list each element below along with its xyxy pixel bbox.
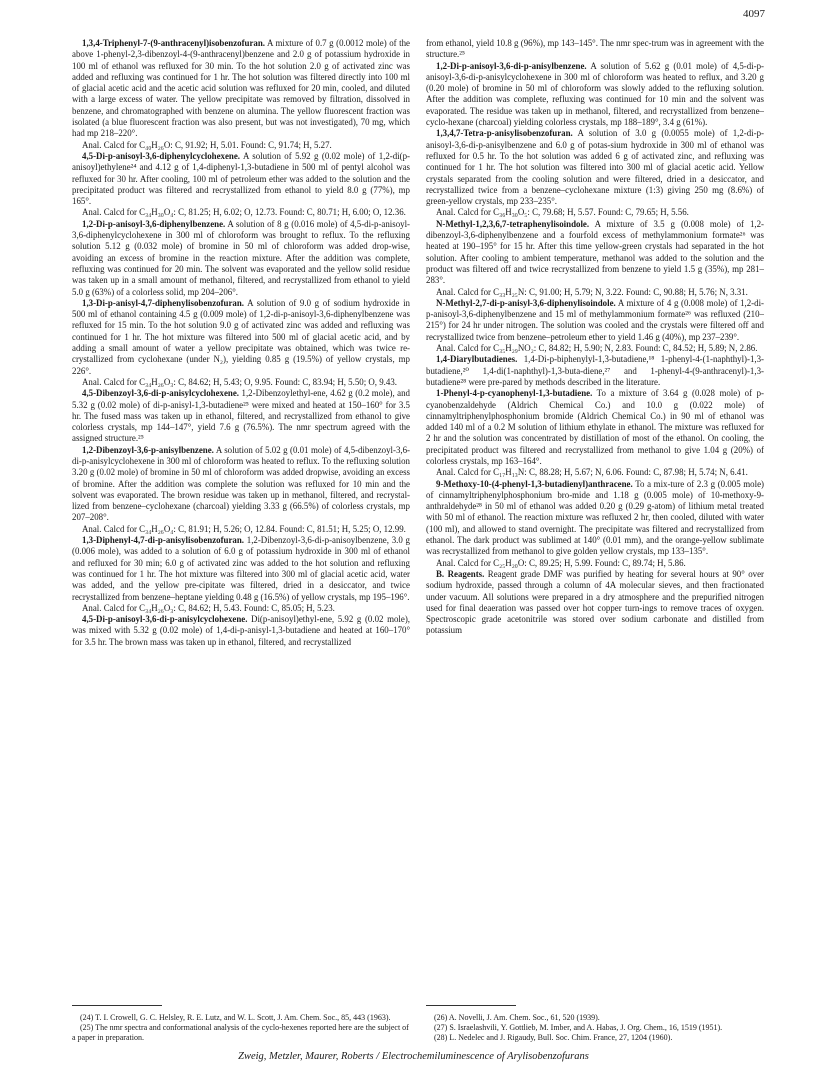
paragraph-heading: N-Methyl-1,2,3,6,7-tetraphenylisoindole. — [436, 218, 590, 229]
paragraph — [426, 343, 764, 354]
paragraph — [72, 445, 410, 524]
paragraph-heading: 1,4-Diarylbutadienes. — [436, 354, 518, 365]
paragraph-text: 1,2-Dibenzoylethyl-ene, 4.62 g (0.2 mole), and 5.32 g (0.02 mole) of di-p-anisyl-1,3-butadiene²⁵ were mixed and heated at 150–160° for 3.5 hr. The fused mass was taken up in ethanol, filtered, and recrystallized from ethanol to give colorless crystals, mp 144–147°, yield 7.6 g (76.5%). The nmr spectrum agreed with the assigned structure.²⁵ — [72, 388, 410, 444]
paragraph — [426, 38, 764, 61]
paragraph — [426, 558, 764, 569]
paragraph-text: A solution of 3.0 g (0.0055 mole) of 1,2-di-p-anisoyl-3,6-di-p-anisylbenzene and 6.0 g of potas-sium hydroxide in 300 ml of ethanol was refluxed for 0.5 hr. To the hot solution was added 6 g of activated zinc, and refluxing was continued for 1 hr. The hot solution was filtered into 300 ml of glacial acetic acid. Yellow crystals separated from the cooling solution and were filtered, dried in a desiccator, and recrystallized twice from a benzene–cyclohexane mixture (1:3) giving 250 mg (8.6%) of green-yellow crystals, mp 233–235°. — [426, 128, 764, 207]
paragraph-text: from ethanol, yield 10.8 g (96%), mp 143–145°. The nmr spec-trum was in agreement with the structure.²⁵ — [426, 38, 764, 60]
paragraph-text: 1,4-Di-p-biphenylyl-1,3-butadiene,¹⁸ 1-phenyl-4-(1-naphthyl)-1,3-butadiene,²⁰ 1,4-di(1-naphthyl)-1,3-buta-diene,²⁷ and 1-phenyl-4-(9-anthracenyl)-1,3-butadiene²⁸ were pre-pared by methods described in the literature. — [426, 354, 764, 387]
paragraph-text: Anal. Calcd for C₄₀H₂₆O: C, 91.92; H, 5.01. Found: C, 91.74; H, 5.27. — [82, 139, 332, 150]
paragraph — [426, 479, 764, 558]
paragraph — [426, 569, 764, 637]
paragraph-text: Anal. Calcd for C₂₅H₂₀O: C, 89.25; H, 5.99. Found: C, 89.74; H, 5.86. — [436, 557, 686, 568]
paragraph — [426, 388, 764, 467]
footnote: (24) T. I. Crowell, G. C. Helsley, R. E. Lutz, and W. L. Scott, J. Am. Chem. Soc., 85, 443 (1963). — [80, 1013, 391, 1022]
footnote: (27) S. Israelashvili, Y. Gottlieb, M. Imber, and A. Habas, J. Org. Chem., 16, 1519 (1951). — [434, 1023, 723, 1032]
paragraph — [426, 354, 764, 388]
paragraph-text: Anal. Calcd for C₁₇H₁₃N: C, 88.28; H, 5.67; N, 6.06. Found: C, 87.98; H, 5.74; N, 6.41. — [436, 467, 748, 478]
paragraph-heading: N-Methyl-2,7-di-p-anisyl-3,6-diphenylisoindole. — [436, 297, 616, 308]
paragraph — [426, 61, 764, 129]
paragraph-text: A mixture of 0.7 g (0.0012 mole) of the above 1-phenyl-2,3-dibenzoyl-4-(9-anthracenyl)benzene and 2.0 g of potassium hydroxide in 100 ml of ethanol was refluxed for 30 min. To the hot solution 2.0 g of activated zinc was added and refluxing was continued for 1 hr. The hot solution was filtered directly into 100 ml of glacial acetic acid and the acetic acid solution was refluxed for 20 min, cooled, and diluted with a large excess of water. The yellow precipitate was removed by filtration, dissolved in benzene, and chromatographed with benzene on alumina. The yellow fluorescent fraction was isolated (a blue fluorescent fraction was also present, but was not investigated), 70 mg, which had mp 218–220°. — [72, 38, 410, 139]
paragraph — [426, 287, 764, 298]
paragraph-text: A solution of 8 g (0.016 mole) of 4,5-di-p-anisoyl-3,6-diphenylcyclohexene in 300 ml of chloroform was brought to reflux. To the refluxing solution 5.12 g (0.032 mole) of bromine in 50 ml of chloroform was added drop-wise, avoiding an excess of bromine in the reaction mixture. After the addition was complete, refluxing was continued for 20 min. The solvent was evaporated and the yellow solid residue was taken up in a small amount of methanol, filtered, and recrystallized from ethanol to yield 5.0 g (63%) of a colorless solid, mp 204–206°. — [72, 218, 410, 297]
paragraph-text: A mixture of 3.5 g (0.008 mole) of 1,2-dibenzoyl-3,6-diphenylbenzene and a fourfold excess of methylammonium formate²⁶ was heated at 190–195° for 15 hr. After this time yellow-green crystals had separated in the hot solution. After cooling to ambient temperature, methanol was added to the solution and the product was filtered off and twice recrystallized from benzene to yield 1.5 g (35%), mp 281–283°. — [426, 218, 764, 286]
paragraph — [426, 219, 764, 287]
paragraph-text: Reagent grade DMF was purified by heating for several hours at 90° over sodium hydroxide, passed through a column of 4A molecular sieves, and then fractionated under vacuum. All solutions were prepared in a dry atmosphere and the prepurified nitrogen used for final deaeration was passed over hot copper turn-ings to remove traces of oxygen. Spectroscopic grade acetonitrile was stored over sodium carbonate and distilled from potassium — [426, 568, 764, 636]
paragraph-text: A mixture of 4 g (0.008 mole) of 1,2-di-p-anisoyl-3,6-diphenylbenzene and 15 ml of methylammonium formate²⁶ was refluxed (210–215°) for 24 hr under nitrogen. The solution was cooled and the crystals were filtered off and recrystallized twice from benzene–petroleum ether to yield 1.46 g (40%), mp 237–239°. — [426, 297, 764, 342]
paragraph-heading: B. Reagents. — [436, 568, 485, 579]
paragraph — [426, 467, 764, 478]
paragraph-text: A solution of 5.62 g (0.01 mole) of 4,5-di-p-anisoyl-3,6-di-p-anisylcyclohexene in 300 ml of chloroform was heated to reflux, and 3.20 g (0.20 mole) of bromine in 50 ml of chloroform was slowly added to the refluxing solution. After the addition was complete, refluxing was continued for 10 min and the solvent was evaporated. The residue was taken up in methanol, filtered, and recrystallized from benzene–cyclo-hexane (charcoal) yielding colorless crystals, mp 188–189°, 3.4 g (61%). — [426, 60, 764, 128]
paragraph-heading: 1,3,4,7-Tetra-p-anisylisobenzofuran. — [436, 128, 573, 139]
footnote-rule-left — [72, 1005, 162, 1006]
paragraph — [72, 614, 410, 648]
paragraph — [72, 151, 410, 207]
paragraph-text: A solution of 5.92 g (0.02 mole) of 1,2-di(p-anisoyl)ethylene²⁴ and 4.12 g of 1,4-diphenyl-1,3-butadiene in 500 ml of pentyl alcohol was refluxed for 30 hr. After cooling, 100 ml of petroleum ether was added to the solution and the precipitated product was filtered and recrystallized from ethanol to yield 8.0 g (77%), mp 165°. — [72, 150, 410, 207]
paragraph — [72, 298, 410, 377]
paragraph-text: Anal. Calcd for C₃₄H₂₆O₃: C, 84.62; H, 5.43. Found: C, 85.05; H, 5.23. — [82, 602, 335, 613]
footnote: (25) The nmr spectra and conformational analysis of the cyclo-hexenes reported here are the subject of a paper in preparation. — [72, 1023, 409, 1042]
paragraph — [426, 298, 764, 343]
paragraph-text: To a mixture of 3.64 g (0.028 mole) of p-cyanobenzaldehyde (Aldrich Chemical Co.) and 10.0 g (0.022 mole) of cinnamyltriphenylphosphonium bromide (Aldrich Chemical Co.) in 90 ml of ethanol was added 140 ml of a 0.2 M solution of lithium ethylate in ethanol. The mixture was refluxed for 2 hr and the solution was concentrated by distillation of most of the ethanol. On cooling, the precipitated product was filtered and recrystallized from methanol to give 1.04 g (20%) of colorless crystals, mp 163–164°. — [426, 388, 764, 466]
paragraph-heading: 1,3-Diphenyl-4,7-di-p-anisylisobenzofuran. — [82, 535, 244, 546]
paragraph — [72, 524, 410, 535]
paragraph — [72, 140, 410, 151]
paragraph — [72, 603, 410, 614]
running-footer: Zweig, Metzler, Maurer, Roberts / Electrochemiluminescence of Arylisobenzofurans — [238, 1051, 589, 1062]
footnote: (26) A. Novelli, J. Am. Chem. Soc., 61, 520 (1939). — [434, 1013, 600, 1022]
paragraph-heading: 1-Phenyl-4-p-cyanophenyl-1,3-butadiene. — [436, 388, 593, 399]
paragraph-heading: 1,2-Di-p-anisoyl-3,6-di-p-anisylbenzene. — [436, 60, 587, 71]
footnotes-right — [426, 1013, 764, 1043]
paragraph — [426, 128, 764, 207]
footnotes-left — [72, 1013, 410, 1043]
paragraph-heading: 1,3,4-Triphenyl-7-(9-anthracenyl)isobenzofuran. — [82, 38, 265, 48]
paragraph-text: A solution of 9.0 g of sodium hydroxide in 500 ml of ethanol containing 4.5 g (0.009 mole) of 1,2-di-p-anisoyl-3,6-diphenylbenzene was refluxed for 15 min. To the hot solution 9.0 g of activated zinc was added and refluxing was continued for 1 hr. The hot mixture was filtered into 500 ml of glacial acetic acid, and by adding a small amount of water a yellow precipitate was obtained, which was twice re-crystallized from cyclohexane (under N₂), yielding 0.85 g (19.5%) of yellow crystals, mp 226°. — [72, 297, 410, 376]
paragraph-text: Anal. Calcd for C₃₃H₂₅N: C, 91.00; H, 5.79; N, 3.22. Found: C, 90.88; H, 5.76; N, 3.31. — [436, 286, 748, 297]
paragraph-heading: 4,5-Di-p-anisoyl-3,6-di-p-anisylcyclohexene. — [82, 614, 248, 625]
paragraph-heading: 4,5-Dibenzoyl-3,6-di-p-anisylcyclohexene. — [82, 388, 240, 399]
paragraph — [72, 388, 410, 444]
page-number: 4097 — [743, 8, 765, 20]
paragraph — [72, 377, 410, 388]
paragraph-text: Di(p-anisoyl)ethyl-ene, 5.92 g (0.02 mole), was mixed with 5.32 g (0.02 mole) of 1,4-di-p-anisyl-1,3-butadiene and heated at 160–170° for 3.5 hr. The brown mass was taken up in ethanol, filtered, and recrystallized — [72, 614, 410, 647]
paragraph-heading: 1,2-Di-p-anisoyl-3,6-diphenylbenzene. — [82, 218, 226, 229]
paragraph-heading: 4,5-Di-p-anisoyl-3,6-diphenylcyclohexene. — [82, 150, 241, 161]
paragraph-text: Anal. Calcd for C₃₆H₃₀O₅: C, 79.68; H, 5.57. Found: C, 79.65; H, 5.56. — [436, 207, 689, 218]
paragraph-heading: 1,3-Di-p-anisyl-4,7-diphenylisobenzofuran. — [82, 297, 244, 308]
paragraph-heading: 1,2-Dibenzoyl-3,6-p-anisylbenzene. — [82, 444, 214, 455]
paragraph-text: To a mix-ture of 2.3 g (0.005 mole) of cinnamyltriphenylphosphonium bro-mide and 1.18 g (0.005 mole) of 10-methoxy-9-anthraldehyde²⁸ in 50 ml of ethanol was added 0.20 g (0.29 g-atom) of lithium metal treated with 50 ml of ethanol. The reaction mixture was refluxed 2 hr, then cooled, diluted with water (100 ml), and allowed to stand overnight. The precipitate was filtered and recrystallized from ethanol. The dark product was sublimed at 140° (0.01 mm), and the orange-yellow sublimate was recrystallized from methanol to give golden yellow crystals, mp 133–135°. — [426, 478, 764, 557]
footnote-rule-right — [426, 1005, 516, 1006]
paragraph — [72, 219, 410, 298]
paragraph-text: A solution of 5.02 g (0.01 mole) of 4,5-dibenzoyl-3,6-di-p-anisylcyclohexene in 300 ml of chloroform was heated to reflux. To the refluxing solution 3.20 g (0.02 mole) of bromine in 50 ml of chloroform was added dropwise, avoiding an excess of bromine. After the addition was complete the solution was refluxed for 10 min and the solvent was evaporated. The brown residue was taken up in methanol, filtered, and recrystal-lized from benzene–cyclohexane (charcoal) yielding 3.33 g (66.5%) of colorless crystals, mp 207–208°. — [72, 444, 410, 523]
paragraph — [72, 38, 410, 140]
footnote: (28) L. Nedelec and J. Rigaudy, Bull. Soc. Chim. France, 27, 1204 (1960). — [434, 1033, 673, 1042]
paragraph-text: Anal. Calcd for C₃₅H₂₉NO₂: C, 84.82; H, 5.90; N, 2.83. Found: C, 84.52; H, 5.89; N, 2.86. — [436, 343, 758, 354]
paragraph-text: 1,2-Dibenzoyl-3,6-di-p-anisoylbenzene, 3.0 g (0.006 mole), was added to a solution of 6.0 g of potassium hydroxide in 300 ml of ethanol and refluxed for 30 min; 6.0 g of activated zinc was added to the hot solution and refluxing was continued for 1 hr. The hot mixture was filtered into 300 ml of glacial acetic acid, water was added, and the yellow pre-cipitate was filtered, dried in a desiccator, and twice recrystallized from benzene–heptane yielding 0.48 g (16.5%) of yellow crystals, mp 195–196°. — [72, 535, 410, 602]
paragraph-text: Anal. Calcd for C₃₄H₃₀O₄: C, 81.25; H, 6.02; O, 12.73. Found: C, 80.71; H, 6.00; O, 12.36. — [82, 207, 406, 218]
paragraph — [72, 535, 410, 603]
right-column — [426, 38, 764, 637]
paragraph-text: Anal. Calcd for C₃₄H₂₆O₄: C, 81.91; H, 5.26; O, 12.84. Found: C, 81.51; H, 5.25; O, 12.99. — [82, 523, 406, 534]
paragraph-text: Anal. Calcd for C₃₄H₂₆O₃: C, 84.62; H, 5.43; O, 9.95. Found: C, 83.94; H, 5.50; O, 9.43. — [82, 376, 397, 387]
paragraph-heading: 9-Methoxy-10-(4-phenyl-1,3-butadienyl)anthracene. — [436, 478, 633, 489]
paragraph — [426, 207, 764, 218]
left-column — [72, 38, 410, 648]
paragraph — [72, 207, 410, 218]
